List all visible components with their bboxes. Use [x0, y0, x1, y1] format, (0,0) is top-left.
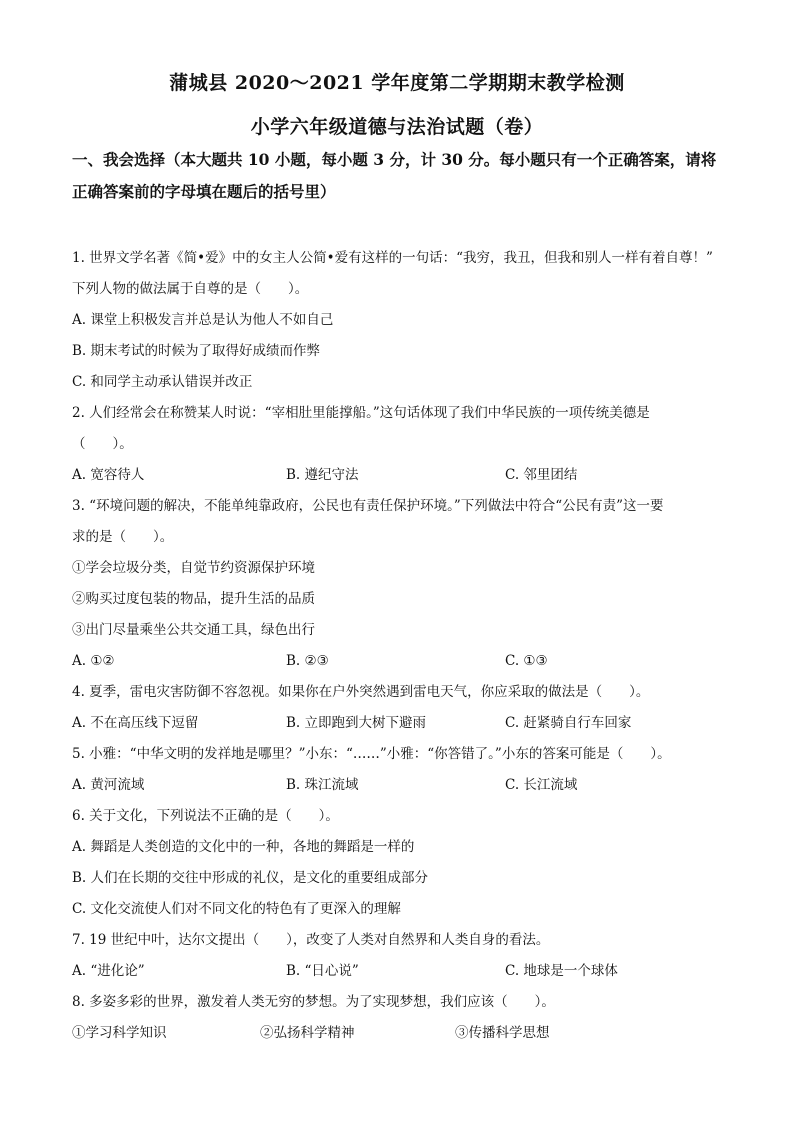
question-1-option-a: A. 课堂上积极发言并总是认为他人不如自己 [72, 312, 334, 328]
question-3-options [72, 652, 742, 670]
question-3-option-a: A. ①② [72, 653, 115, 669]
question-1-option-c: C. 和同学主动承认错误并改正 [72, 374, 253, 390]
question-7-option-c: C. 地球是一个球体 [505, 963, 618, 979]
question-7-option-a: A. “进化论” [72, 963, 145, 979]
question-5-options [72, 776, 742, 794]
exam-subtitle: 小学六年级道德与法治试题（卷） [250, 116, 544, 138]
question-1-stem-cont: 下列人物的做法属于自尊的是（ ）。 [72, 281, 309, 297]
question-5-option-a: A. 黄河流域 [72, 777, 145, 793]
question-6-option-c: C. 文化交流使人们对不同文化的特色有了更深入的理解 [72, 901, 401, 917]
question-7-option-b: B. “日心说” [286, 963, 359, 979]
question-8-statement-2: ②弘扬科学精神 [260, 1025, 355, 1041]
question-4-option-b: B. 立即跑到大树下避雨 [286, 715, 427, 731]
section-heading [72, 144, 732, 208]
question-3-statement-2: ②购买过度包装的物品，提升生活的品质 [72, 591, 315, 607]
question-4-option-a: A. 不在高压线下逗留 [72, 715, 199, 731]
question-7-stem: 7. 19 世纪中叶，达尔文提出（ ），改变了人类对自然界和人类自身的看法。 [72, 932, 550, 948]
question-5-stem: 5. 小雅：“中华文明的发祥地是哪里？”小东：“……”小雅：“你答错了。”小东的答案可能是（ ）。 [72, 746, 671, 762]
question-3-option-b: B. ②③ [286, 653, 329, 669]
question-3-stem-cont: 求的是（ ）。 [72, 529, 174, 545]
question-2-option-a: A. 宽容待人 [72, 467, 145, 483]
question-5-option-c: C. 长江流域 [505, 777, 578, 793]
question-6-stem: 6. 关于文化，下列说法不正确的是（ ）。 [72, 808, 339, 824]
question-2-options [72, 466, 742, 484]
question-8-statement-3: ③传播科学思想 [455, 1025, 550, 1041]
question-3-statement-3: ③出门尽量乘坐公共交通工具，绿色出行 [72, 622, 315, 638]
question-3-stem: 3. “环境问题的解决，不能单纯靠政府，公民也有责任保护环境。”下列做法中符合“公民有责”这一要 [72, 498, 664, 514]
section-heading-line: 一、我会选择（本大题共 10 小题，每小题 3 分，计 30 分。每小题只有一个正确答案，请将 [72, 150, 717, 169]
exam-title: 蒲城县 2020～2021 学年度第二学期期末教学检测 [169, 72, 625, 94]
question-3-statement-1: ①学会垃圾分类，自觉节约资源保护环境 [72, 560, 315, 576]
question-2-stem: 2. 人们经常会在称赞某人时说：“宰相肚里能撑船。”这句话体现了我们中华民族的一项传统美德是 [72, 405, 650, 421]
question-1-stem: 1. 世界文学名著《简•爱》中的女主人公简•爱有这样的一句话：“我穷，我丑，但我和别人一样有着自尊！” [72, 250, 713, 266]
question-8-stem: 8. 多姿多彩的世界，激发着人类无穷的梦想。为了实现梦想，我们应该（ ）。 [72, 994, 555, 1010]
question-5-option-b: B. 珠江流域 [286, 777, 359, 793]
question-4-option-c: C. 赶紧骑自行车回家 [505, 715, 632, 731]
question-6-option-a: A. 舞蹈是人类创造的文化中的一种，各地的舞蹈是一样的 [72, 839, 415, 855]
question-2-option-b: B. 遵纪守法 [286, 467, 359, 483]
question-8-statement-1: ①学习科学知识 [72, 1025, 167, 1041]
question-4-options [72, 714, 742, 732]
section-heading-line: 正确答案前的字母填在题后的括号里） [72, 182, 336, 201]
question-7-options [72, 962, 742, 980]
question-3-option-c: C. ①③ [505, 653, 548, 669]
question-1-option-b: B. 期末考试的时候为了取得好成绩而作弊 [72, 343, 321, 359]
question-6-option-b: B. 人们在长期的交往中形成的礼仪，是文化的重要组成部分 [72, 870, 429, 886]
question-2-option-c: C. 邻里团结 [505, 467, 578, 483]
question-2-stem-cont: （ ）。 [72, 436, 133, 452]
question-4-stem: 4. 夏季，雷电灾害防御不容忽视。如果你在户外突然遇到雷电天气，你应采取的做法是（ ）。 [72, 684, 650, 700]
question-8-statements [72, 1024, 742, 1042]
